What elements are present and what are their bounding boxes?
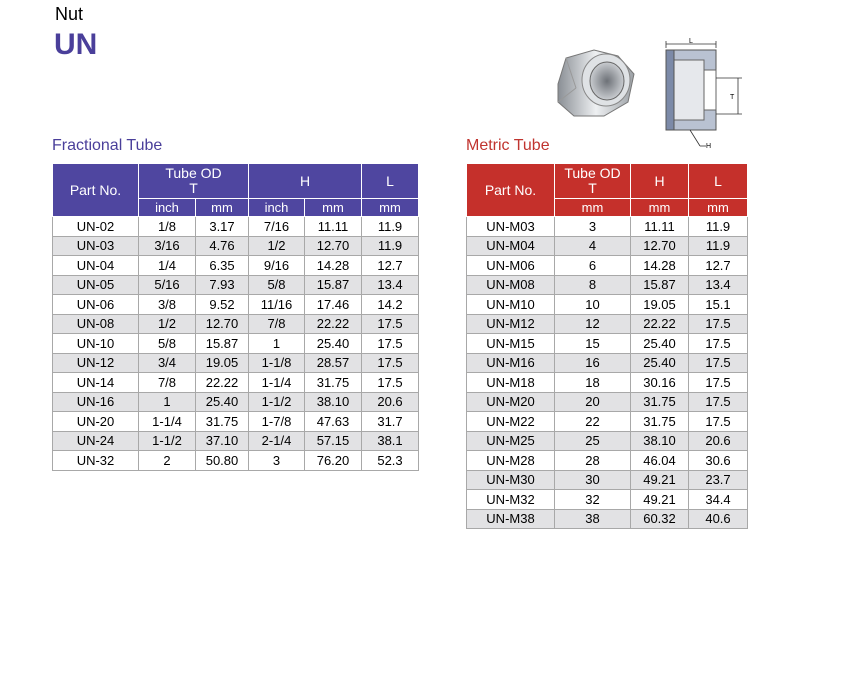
value-cell: 31.75 <box>196 412 249 432</box>
value-cell: 17.46 <box>305 295 362 315</box>
value-cell: 13.4 <box>362 275 419 295</box>
part-number-cell: UN-M03 <box>467 217 555 237</box>
value-cell: 3/4 <box>139 353 196 373</box>
unit-cell: mm <box>362 199 419 217</box>
value-cell: 4 <box>555 236 631 256</box>
part-number-cell: UN-M18 <box>467 373 555 393</box>
unit-cell: mm <box>555 199 631 217</box>
unit-cell: mm <box>631 199 689 217</box>
value-cell: 17.5 <box>362 353 419 373</box>
table-row <box>467 509 748 529</box>
table-row <box>467 275 748 295</box>
part-number-cell: UN-06 <box>53 295 139 315</box>
part-number-cell: UN-M16 <box>467 353 555 373</box>
header-h: H <box>631 164 689 199</box>
value-cell: 76.20 <box>305 451 362 471</box>
unit-cell: inch <box>249 199 305 217</box>
value-cell: 16 <box>555 353 631 373</box>
table-row <box>467 236 748 256</box>
header-part-no: Part No. <box>467 164 555 217</box>
unit-cell: inch <box>139 199 196 217</box>
table-row <box>467 412 748 432</box>
value-cell: 12.7 <box>362 256 419 276</box>
value-cell: 5/16 <box>139 275 196 295</box>
table-row <box>53 217 419 237</box>
value-cell: 13.4 <box>689 275 748 295</box>
value-cell: 47.63 <box>305 412 362 432</box>
table-row <box>53 236 419 256</box>
value-cell: 40.6 <box>689 509 748 529</box>
part-number-cell: UN-16 <box>53 392 139 412</box>
value-cell: 28.57 <box>305 353 362 373</box>
fractional-tube-table <box>52 163 419 471</box>
value-cell: 1-1/4 <box>249 373 305 393</box>
value-cell: 15.1 <box>689 295 748 315</box>
part-number-cell: UN-12 <box>53 353 139 373</box>
value-cell: 5/8 <box>139 334 196 354</box>
header-l: L <box>362 164 419 199</box>
part-number-cell: UN-M20 <box>467 392 555 412</box>
value-cell: 37.10 <box>196 431 249 451</box>
value-cell: 2-1/4 <box>249 431 305 451</box>
unit-cell: mm <box>305 199 362 217</box>
value-cell: 31.75 <box>631 412 689 432</box>
value-cell: 1/8 <box>139 217 196 237</box>
header-tube-od: Tube OD T <box>555 164 631 199</box>
value-cell: 12.7 <box>689 256 748 276</box>
value-cell: 1-1/2 <box>249 392 305 412</box>
value-cell: 12.70 <box>631 236 689 256</box>
table-row <box>467 334 748 354</box>
value-cell: 25 <box>555 431 631 451</box>
value-cell: 34.4 <box>689 490 748 510</box>
label-t: T <box>730 94 735 101</box>
part-number-cell: UN-20 <box>53 412 139 432</box>
value-cell: 17.5 <box>362 314 419 334</box>
header-part-no: Part No. <box>53 164 139 217</box>
value-cell: 22.22 <box>305 314 362 334</box>
part-number-cell: UN-02 <box>53 217 139 237</box>
value-cell: 46.04 <box>631 451 689 471</box>
value-cell: 11/16 <box>249 295 305 315</box>
part-number-cell: UN-M04 <box>467 236 555 256</box>
value-cell: 17.5 <box>689 412 748 432</box>
value-cell: 1 <box>249 334 305 354</box>
table-row <box>467 490 748 510</box>
value-cell: 3/16 <box>139 236 196 256</box>
table-row <box>467 431 748 451</box>
part-number-cell: UN-M06 <box>467 256 555 276</box>
part-number-cell: UN-M32 <box>467 490 555 510</box>
value-cell: 38.10 <box>305 392 362 412</box>
value-cell: 15 <box>555 334 631 354</box>
value-cell: 32 <box>555 490 631 510</box>
value-cell: 38.10 <box>631 431 689 451</box>
fractional-tube-title: Fractional Tube <box>52 137 163 154</box>
value-cell: 20.6 <box>362 392 419 412</box>
value-cell: 8 <box>555 275 631 295</box>
value-cell: 52.3 <box>362 451 419 471</box>
value-cell: 1/2 <box>139 314 196 334</box>
value-cell: 7.93 <box>196 275 249 295</box>
value-cell: 1-1/8 <box>249 353 305 373</box>
value-cell: 12.70 <box>305 236 362 256</box>
table-row <box>53 412 419 432</box>
page-subtitle: Nut <box>55 4 84 24</box>
part-number-cell: UN-M30 <box>467 470 555 490</box>
value-cell: 60.32 <box>631 509 689 529</box>
value-cell: 18 <box>555 373 631 393</box>
value-cell: 38.1 <box>362 431 419 451</box>
value-cell: 50.80 <box>196 451 249 471</box>
part-number-cell: UN-M25 <box>467 431 555 451</box>
value-cell: 22 <box>555 412 631 432</box>
value-cell: 15.87 <box>196 334 249 354</box>
metric-tube-title: Metric Tube <box>466 137 550 154</box>
value-cell: 30.6 <box>689 451 748 471</box>
value-cell: 17.5 <box>362 373 419 393</box>
table-row <box>53 314 419 334</box>
value-cell: 30 <box>555 470 631 490</box>
value-cell: 3 <box>249 451 305 471</box>
header-l: L <box>689 164 748 199</box>
value-cell: 17.5 <box>689 353 748 373</box>
value-cell: 19.05 <box>196 353 249 373</box>
value-cell: 3/8 <box>139 295 196 315</box>
value-cell: 7/8 <box>139 373 196 393</box>
part-number-cell: UN-05 <box>53 275 139 295</box>
value-cell: 9.52 <box>196 295 249 315</box>
value-cell: 49.21 <box>631 470 689 490</box>
value-cell: 20 <box>555 392 631 412</box>
value-cell: 12.70 <box>196 314 249 334</box>
value-cell: 1/4 <box>139 256 196 276</box>
value-cell: 23.7 <box>689 470 748 490</box>
table-row <box>467 353 748 373</box>
value-cell: 11.9 <box>689 236 748 256</box>
value-cell: 15.87 <box>631 275 689 295</box>
label-l: L <box>689 38 693 45</box>
part-number-cell: UN-04 <box>53 256 139 276</box>
value-cell: 1-1/2 <box>139 431 196 451</box>
metric-tube-table <box>466 163 748 529</box>
value-cell: 11.9 <box>362 236 419 256</box>
nut-cross-section-drawing <box>660 38 750 153</box>
page-title: UN <box>54 28 98 61</box>
value-cell: 4.76 <box>196 236 249 256</box>
table-row <box>53 334 419 354</box>
header-tube-od: Tube OD T <box>139 164 249 199</box>
part-number-cell: UN-32 <box>53 451 139 471</box>
value-cell: 20.6 <box>689 431 748 451</box>
table-row <box>467 392 748 412</box>
unit-cell: mm <box>196 199 249 217</box>
part-number-cell: UN-14 <box>53 373 139 393</box>
value-cell: 12 <box>555 314 631 334</box>
value-cell: 5/8 <box>249 275 305 295</box>
table-row <box>53 373 419 393</box>
table-row <box>53 431 419 451</box>
value-cell: 1/2 <box>249 236 305 256</box>
part-number-cell: UN-M15 <box>467 334 555 354</box>
part-number-cell: UN-M12 <box>467 314 555 334</box>
value-cell: 30.16 <box>631 373 689 393</box>
value-cell: 57.15 <box>305 431 362 451</box>
part-number-cell: UN-M28 <box>467 451 555 471</box>
label-h: H <box>706 143 712 150</box>
value-cell: 28 <box>555 451 631 471</box>
value-cell: 22.22 <box>196 373 249 393</box>
value-cell: 15.87 <box>305 275 362 295</box>
value-cell: 17.5 <box>689 334 748 354</box>
value-cell: 11.9 <box>689 217 748 237</box>
table-row <box>53 256 419 276</box>
value-cell: 9/16 <box>249 256 305 276</box>
part-number-cell: UN-M10 <box>467 295 555 315</box>
nut-photo <box>548 44 638 124</box>
value-cell: 3 <box>555 217 631 237</box>
value-cell: 25.40 <box>305 334 362 354</box>
value-cell: 14.28 <box>305 256 362 276</box>
table-row <box>53 353 419 373</box>
table-row <box>467 373 748 393</box>
value-cell: 25.40 <box>631 334 689 354</box>
value-cell: 38 <box>555 509 631 529</box>
value-cell: 31.75 <box>631 392 689 412</box>
table-row <box>53 275 419 295</box>
value-cell: 7/8 <box>249 314 305 334</box>
part-number-cell: UN-M08 <box>467 275 555 295</box>
value-cell: 17.5 <box>689 392 748 412</box>
part-number-cell: UN-M22 <box>467 412 555 432</box>
part-number-cell: UN-24 <box>53 431 139 451</box>
value-cell: 17.5 <box>689 314 748 334</box>
part-number-cell: UN-M38 <box>467 509 555 529</box>
value-cell: 11.11 <box>305 217 362 237</box>
value-cell: 2 <box>139 451 196 471</box>
table-row <box>467 470 748 490</box>
part-number-cell: UN-10 <box>53 334 139 354</box>
value-cell: 10 <box>555 295 631 315</box>
value-cell: 3.17 <box>196 217 249 237</box>
value-cell: 25.40 <box>196 392 249 412</box>
value-cell: 6 <box>555 256 631 276</box>
value-cell: 11.11 <box>631 217 689 237</box>
value-cell: 17.5 <box>362 334 419 354</box>
table-row <box>53 295 419 315</box>
value-cell: 7/16 <box>249 217 305 237</box>
header-h: H <box>249 164 362 199</box>
table-row <box>467 451 748 471</box>
table-row <box>53 451 419 471</box>
value-cell: 17.5 <box>689 373 748 393</box>
table-row <box>467 314 748 334</box>
table-row <box>53 392 419 412</box>
value-cell: 25.40 <box>631 353 689 373</box>
value-cell: 14.28 <box>631 256 689 276</box>
value-cell: 31.7 <box>362 412 419 432</box>
table-row <box>467 217 748 237</box>
table-row <box>467 256 748 276</box>
value-cell: 31.75 <box>305 373 362 393</box>
value-cell: 19.05 <box>631 295 689 315</box>
part-number-cell: UN-08 <box>53 314 139 334</box>
value-cell: 1-7/8 <box>249 412 305 432</box>
unit-cell: mm <box>689 199 748 217</box>
table-row <box>467 295 748 315</box>
value-cell: 1-1/4 <box>139 412 196 432</box>
part-number-cell: UN-03 <box>53 236 139 256</box>
value-cell: 11.9 <box>362 217 419 237</box>
value-cell: 6.35 <box>196 256 249 276</box>
value-cell: 49.21 <box>631 490 689 510</box>
value-cell: 1 <box>139 392 196 412</box>
value-cell: 14.2 <box>362 295 419 315</box>
value-cell: 22.22 <box>631 314 689 334</box>
